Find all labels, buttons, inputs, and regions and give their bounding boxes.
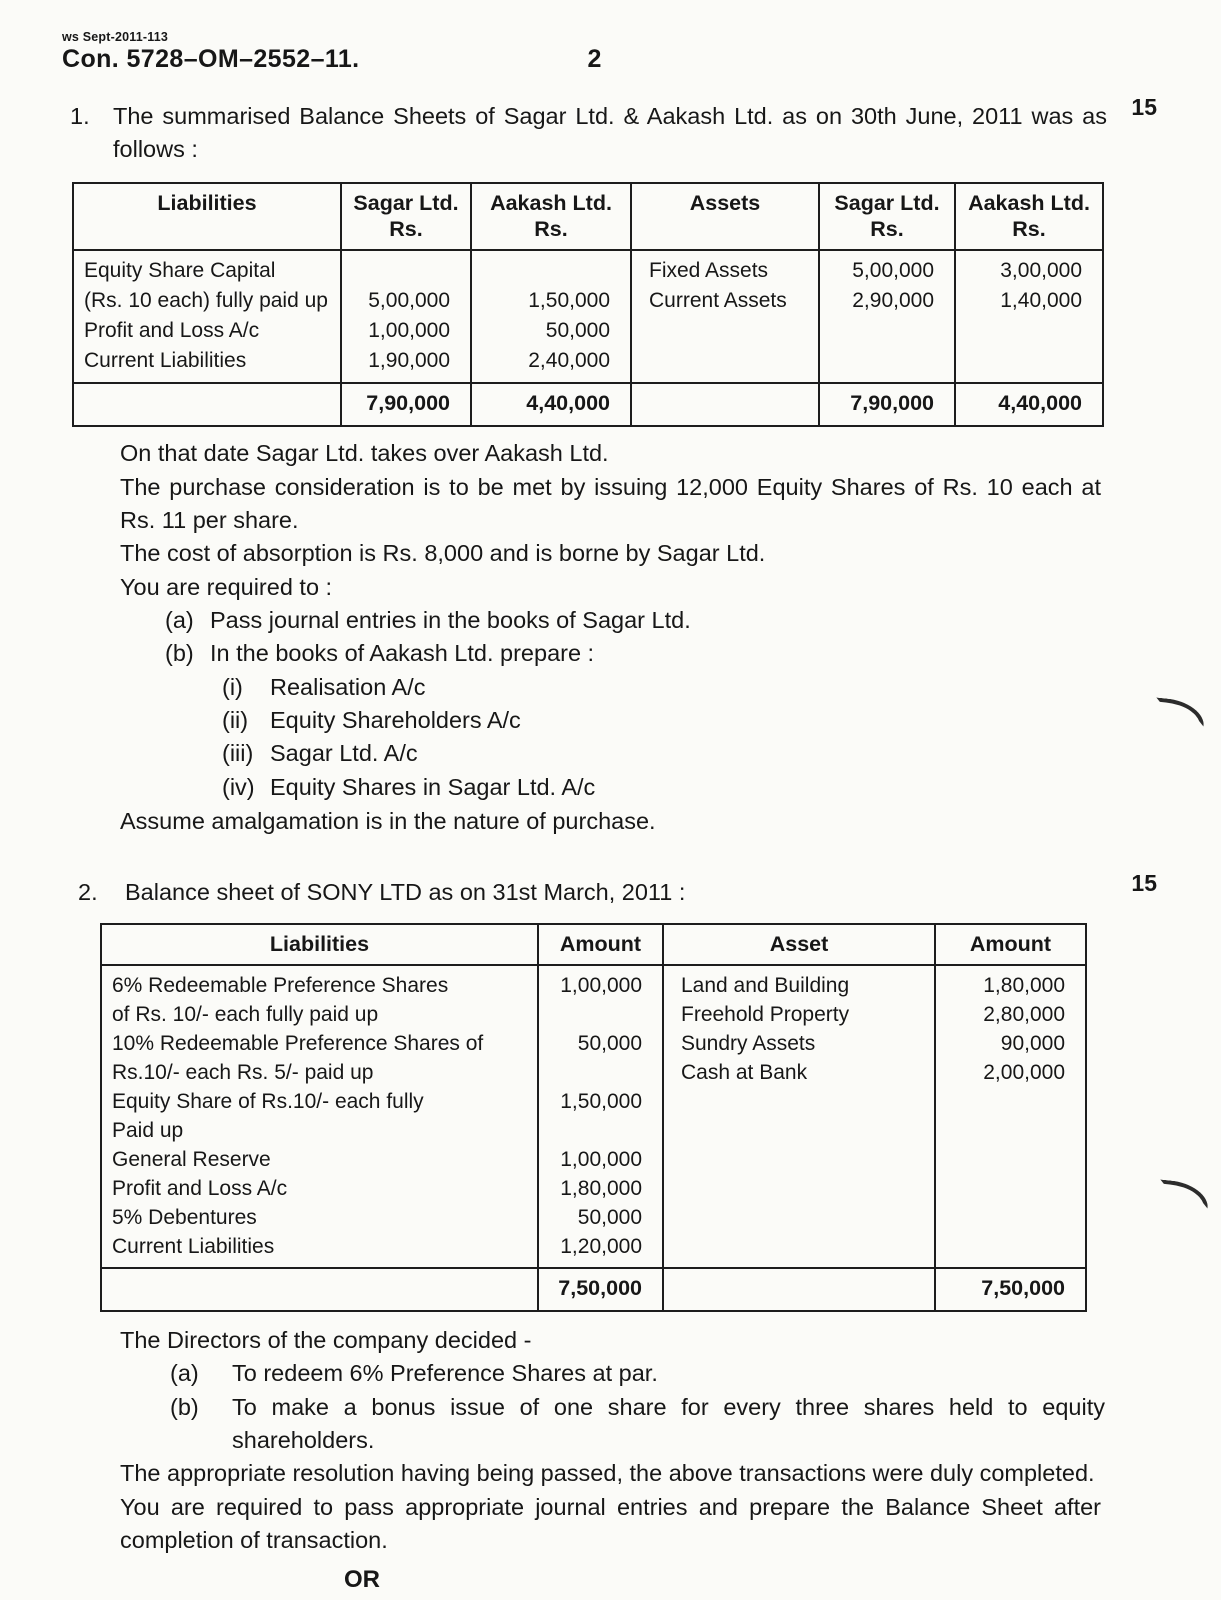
q1-intro: The summarised Balance Sheets of Sagar Ltd. & Aakash Ltd. as on 30th June, 2011 was as follows :: [113, 103, 1107, 163]
q2-decided-line: The Directors of the company decided -: [120, 1327, 532, 1354]
header-label: Liabilities: [157, 190, 257, 215]
q1-total-empty: [631, 383, 819, 426]
header-label: Assets: [689, 190, 761, 215]
header-sublabel: Rs.: [870, 216, 904, 241]
cell-line: Cash at Bank: [681, 1061, 808, 1085]
list-marker: (a): [170, 1360, 199, 1387]
cell-line: 1,50,000: [560, 1090, 642, 1114]
q2-intro-row: [62, 876, 1163, 909]
list-text: To make a bonus issue of one share for every three shares held to equity shareholders.: [232, 1393, 1105, 1454]
cell-line: 2,40,000: [528, 349, 610, 373]
cell-line: Profit and Loss A/c: [112, 1177, 288, 1201]
q1-header-sagar-left: [341, 183, 471, 250]
q1-header-aakash-left: [471, 183, 631, 250]
header-label: Sagar Ltd.: [834, 190, 940, 215]
q1-col-asset-labels: [631, 250, 819, 383]
cell-line: 50,000: [577, 1032, 642, 1056]
question-1: [62, 94, 1163, 838]
q1-total-sagar-assets: 7,90,000: [819, 383, 955, 426]
q1-col-aakash-asset-values: [955, 250, 1103, 383]
q2-closing: [120, 1457, 1101, 1557]
list-marker: (b): [170, 1393, 199, 1420]
header-label: Aakash Ltd.: [490, 190, 612, 215]
cell-line: 1,50,000: [528, 289, 610, 313]
q1-header-liabilities: [73, 183, 341, 250]
cell-line: (Rs. 10 each) fully paid up: [84, 289, 328, 313]
q1-total-empty: [73, 383, 341, 426]
list-text: Equity Shares in Sagar Ltd. A/c: [270, 773, 596, 800]
q1-note-line: On that date Sagar Ltd. takes over Aakash Ltd.: [120, 440, 609, 467]
q1-requirement-b: [165, 637, 1101, 670]
cell-line: 2,00,000: [983, 1061, 1065, 1085]
cell-line: Equity Share of Rs.10/- each fully: [112, 1090, 424, 1114]
list-text: Equity Shareholders A/c: [270, 707, 521, 734]
page-number: 2: [587, 45, 602, 73]
q2-total-liabilities: 7,50,000: [538, 1268, 663, 1311]
cell-line: 5% Debentures: [112, 1206, 257, 1230]
cell-line: Rs.10/- each Rs. 5/- paid up: [112, 1061, 374, 1085]
q1-col-liability-labels: [73, 250, 341, 383]
q2-header-liabilities: Liabilities: [101, 924, 538, 965]
q1-notes: [120, 437, 1101, 604]
list-marker: (ii): [222, 707, 249, 734]
q2-header-amount-right: Amount: [935, 924, 1086, 965]
cell-line: [541, 1116, 642, 1145]
q2-col-asset-labels: [663, 965, 935, 1268]
header-label: Aakash Ltd.: [968, 190, 1090, 215]
q2-col-liability-amounts: [538, 965, 663, 1268]
cell-line: Freehold Property: [681, 1003, 850, 1027]
q1-total-aakash-liab: 4,40,000: [471, 383, 631, 426]
q1-marks: 15: [1131, 94, 1157, 120]
q1-sub-item-i: [222, 671, 1101, 704]
q2-marks: 15: [1131, 870, 1157, 897]
cell-line: 1,00,000: [368, 319, 450, 343]
list-marker: (iv): [222, 773, 255, 800]
q2-closing-line: The appropriate resolution having being passed, the above transactions were duly completed.: [120, 1460, 1095, 1487]
cell-line: Current Liabilities: [112, 1235, 275, 1259]
cell-line: [344, 256, 450, 286]
q2-table-body-row: [101, 965, 1086, 1268]
cell-line: Sundry Assets: [681, 1032, 816, 1056]
cell-line: 50,000: [577, 1206, 642, 1230]
q2-decision-a: [170, 1357, 1105, 1390]
cell-line: 3,00,000: [1000, 259, 1082, 283]
cell-line: Equity Share Capital: [84, 259, 276, 283]
list-marker: (a): [165, 606, 194, 633]
cell-line: 90,000: [1000, 1032, 1065, 1056]
cell-line: Fixed Assets: [649, 259, 769, 283]
q2-table-totals-row: [101, 1268, 1086, 1311]
cell-line: Paid up: [112, 1119, 184, 1143]
q1-assumption: [120, 805, 1101, 838]
header-sublabel: Rs.: [389, 216, 423, 241]
q1-number: 1.: [70, 103, 90, 129]
q2-total-assets: 7,50,000: [935, 1268, 1086, 1311]
cell-line: 6% Redeemable Preference Shares: [112, 974, 449, 998]
q1-sub-item-iv: [222, 771, 1101, 804]
q1-total-aakash-assets: 4,40,000: [955, 383, 1103, 426]
q2-col-liability-labels: [101, 965, 538, 1268]
cell-line: 1,80,000: [983, 974, 1065, 998]
list-marker: (i): [222, 673, 243, 700]
q1-table-body-row: [73, 250, 1103, 383]
list-text: Pass journal entries in the books of Sagar Ltd.: [210, 606, 691, 633]
q1-header-assets: [631, 183, 819, 250]
list-marker: (iii): [222, 740, 254, 767]
cell-line: 2,80,000: [983, 1003, 1065, 1027]
cell-line: [541, 1000, 642, 1029]
or-separator: OR: [344, 1565, 380, 1593]
scan-artifact-mark: [1154, 697, 1206, 726]
list-text: Sagar Ltd. A/c: [270, 740, 418, 767]
q2-closing-line: You are required to pass appropriate journal entries and prepare the Balance Sheet after completion of transaction.: [120, 1493, 1101, 1554]
header-sublabel: Rs.: [534, 216, 568, 241]
q2-decision-b: [170, 1391, 1105, 1458]
q1-table-totals-row: [73, 383, 1103, 426]
q1-header-sagar-right: [819, 183, 955, 250]
header-label: Sagar Ltd.: [353, 190, 459, 215]
cell-line: General Reserve: [112, 1148, 271, 1172]
cell-line: 10% Redeemable Preference Shares of: [112, 1032, 484, 1056]
list-text: Realisation A/c: [270, 673, 426, 700]
q2-header-amount-left: Amount: [538, 924, 663, 965]
q1-col-sagar-liab-values: [341, 250, 471, 383]
cell-line: 50,000: [545, 319, 610, 343]
q1-intro-row: [62, 100, 1163, 167]
q2-header-asset: Asset: [663, 924, 935, 965]
q1-col-sagar-asset-values: [819, 250, 955, 383]
list-marker: (b): [165, 640, 194, 667]
q1-note-line: You are required to :: [120, 573, 333, 600]
cell-line: [541, 1058, 642, 1087]
list-text: To redeem 6% Preference Shares at par.: [232, 1360, 658, 1387]
cell-line: 1,90,000: [368, 349, 450, 373]
q2-total-empty: [101, 1268, 538, 1311]
cell-line: Current Liabilities: [84, 349, 247, 373]
q2-intro: Balance sheet of SONY LTD as on 31st March, 2011 :: [125, 879, 686, 906]
cell-line: 2,90,000: [852, 289, 934, 313]
cell-line: of Rs. 10/- each fully paid up: [112, 1003, 379, 1027]
q2-col-asset-amounts: [935, 965, 1086, 1268]
exam-code: Con. 5728–OM–2552–11.: [62, 45, 360, 73]
q1-balance-sheet-table: [72, 182, 1104, 427]
cell-line: 5,00,000: [368, 289, 450, 313]
cell-line: [474, 256, 610, 286]
cell-line: Land and Building: [681, 974, 850, 998]
q2-table-header-row: [101, 924, 1086, 965]
cell-line: 1,20,000: [560, 1235, 642, 1259]
list-text: In the books of Aakash Ltd. prepare :: [210, 640, 595, 667]
q1-sub-item-iii: [222, 737, 1101, 770]
header-sublabel: Rs.: [1012, 216, 1046, 241]
q1-note-line: The purchase consideration is to be met by issuing 12,000 Equity Shares of Rs. 10 each at Rs. 11 per share.: [120, 473, 1101, 533]
cell-line: 1,00,000: [560, 974, 642, 998]
cell-line: 1,80,000: [560, 1177, 642, 1201]
cell-line: Current Assets: [649, 289, 787, 313]
q1-header-aakash-right: [955, 183, 1103, 250]
q1-note-line: The cost of absorption is Rs. 8,000 and is borne by Sagar Ltd.: [120, 540, 766, 567]
scan-artifact-mark: [1158, 1179, 1210, 1208]
q1-table-header-row: [73, 183, 1103, 250]
q2-total-empty: [663, 1268, 935, 1311]
watermark-note: ws Sept-2011-113: [62, 30, 169, 44]
q1-assumption-text: Assume amalgamation is in the nature of purchase.: [120, 808, 656, 835]
q1-total-sagar-liab: 7,90,000: [341, 383, 471, 426]
q2-balance-sheet-table: [100, 923, 1087, 1312]
q1-col-aakash-liab-values: [471, 250, 631, 383]
q2-decided: [120, 1324, 1101, 1357]
q1-sub-item-ii: [222, 704, 1101, 737]
q1-requirement-a: [165, 604, 1101, 637]
cell-line: 1,40,000: [1000, 289, 1082, 313]
q2-number: 2.: [78, 879, 98, 906]
header-line: [62, 45, 1163, 74]
cell-line: 5,00,000: [852, 259, 934, 283]
cell-line: Profit and Loss A/c: [84, 319, 260, 343]
question-2: [62, 870, 1163, 1593]
cell-line: 1,00,000: [560, 1148, 642, 1172]
